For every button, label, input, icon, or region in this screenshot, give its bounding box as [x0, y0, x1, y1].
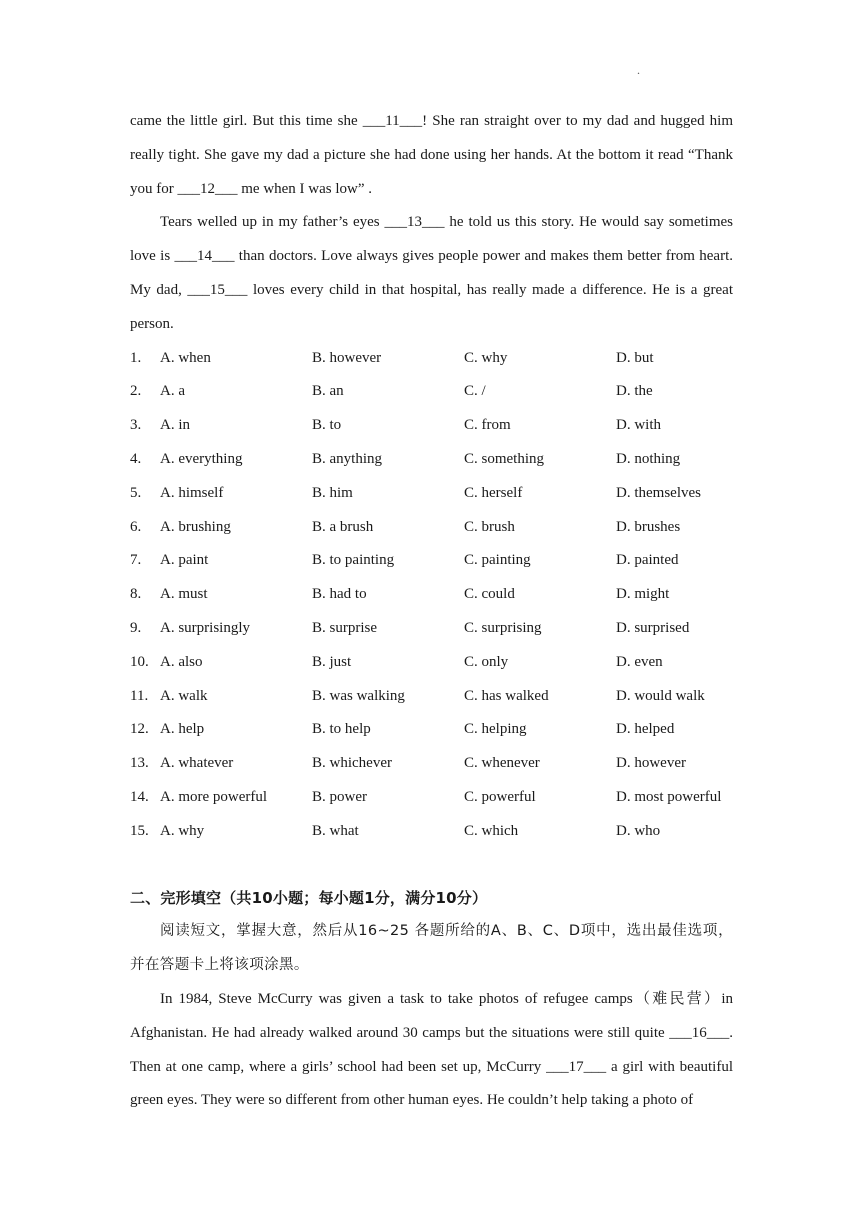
option-d: D. but: [616, 349, 654, 366]
question-number: 13.: [130, 755, 149, 772]
question-number: 12.: [130, 721, 149, 738]
option-row: [130, 544, 733, 578]
option-b: B. to painting: [312, 552, 395, 569]
option-d: D. however: [616, 755, 686, 772]
option-c: C. powerful: [464, 788, 536, 805]
option-a: A. everything: [160, 450, 243, 467]
passage-paragraph: Tears welled up in my father’s eyes ___13___ he told us this story. He would say sometimes love is ___14___ than doctors. Love always gives people power and makes them better from heart. My dad, ___15___ loves every child in that hospital, has really made a difference. He is a great person.: [130, 214, 733, 332]
question-number: 7.: [130, 552, 142, 569]
option-b: B. had to: [312, 586, 367, 603]
option-b: B. a brush: [312, 518, 374, 535]
option-a: A. himself: [160, 484, 224, 501]
option-c: C. why: [464, 349, 508, 366]
option-b: B. anything: [312, 450, 382, 467]
section-spacer: [130, 849, 733, 882]
option-b: B. power: [312, 788, 367, 805]
question-number: 10.: [130, 653, 149, 670]
option-c: C. has walked: [464, 687, 549, 704]
option-row: [130, 646, 733, 680]
option-c: C. surprising: [464, 619, 542, 636]
option-a: A. surprisingly: [160, 619, 250, 636]
option-d: D. the: [616, 383, 653, 400]
option-a: A. more powerful: [160, 788, 268, 805]
option-a: A. walk: [160, 687, 208, 704]
question-number: 5.: [130, 484, 142, 501]
option-a: A. a: [160, 383, 185, 400]
option-c: C. herself: [464, 484, 523, 501]
option-row: [130, 612, 733, 646]
option-c: C. could: [464, 586, 515, 603]
option-a: A. paint: [160, 552, 209, 569]
option-d: D. even: [616, 653, 663, 670]
option-d: D. would walk: [616, 687, 705, 704]
question-number: 14.: [130, 788, 149, 805]
option-c: C. only: [464, 653, 509, 670]
question-number: 2.: [130, 383, 142, 400]
option-row: [130, 409, 733, 443]
option-row: [130, 747, 733, 781]
option-c: C. helping: [464, 721, 527, 738]
option-c: C. painting: [464, 552, 531, 569]
option-row: [130, 443, 733, 477]
option-a: A. brushing: [160, 518, 231, 535]
question-number: 3.: [130, 417, 142, 434]
option-d: D. might: [616, 586, 670, 603]
document-content: [130, 105, 733, 1118]
option-row: [130, 815, 733, 849]
option-b: B. however: [312, 349, 382, 366]
section-instruction: 阅读短文，掌握大意，然后从16~25 各题所给的A、B、C、D项中，选出最佳选项，并在答题卡上将该项涂黑。: [130, 923, 733, 974]
section-title: 二、完形填空（共10小题；每小题1分，满分10分）: [130, 888, 488, 907]
option-row: [130, 511, 733, 545]
option-d: D. surprised: [616, 619, 690, 636]
option-c: C. from: [464, 417, 511, 434]
option-d: D. who: [616, 822, 661, 839]
question-number: 11.: [130, 687, 149, 704]
option-b: B. to help: [312, 721, 371, 738]
option-row: [130, 375, 733, 409]
option-a: A. why: [160, 822, 205, 839]
option-row: [130, 477, 733, 511]
question-number: 6.: [130, 518, 142, 535]
passage-paragraph: In 1984, Steve McCurry was given a task to take photos of refugee camps（难民营）in Afghanistan. He had already walked around 30 camps but the situations were still quite ___16___. Then at one camp, where a girls’ school had been set up, McCurry ___17___ a girl with beautiful green eyes. They were so different from other human eyes. He couldn’t help taking a photo of: [130, 990, 733, 1109]
option-c: C. which: [464, 822, 519, 839]
question-number: 8.: [130, 586, 142, 603]
passage-paragraph-continued: came the little girl. But this time she ___11___! She ran straight over to my dad and hugged him really tight. She gave my dad a picture she had done using her hands. At the bottom it read “Thank you for ___12___ me when I was low” .: [130, 113, 733, 197]
question-number: 1.: [130, 349, 142, 366]
option-d: D. themselves: [616, 484, 701, 501]
option-row: [130, 713, 733, 747]
option-a: A. help: [160, 721, 205, 738]
option-row: [130, 781, 733, 815]
option-d: D. helped: [616, 721, 675, 738]
options-list: [130, 342, 733, 849]
option-d: D. painted: [616, 552, 679, 569]
option-a: A. when: [160, 349, 211, 366]
option-b: B. just: [312, 653, 352, 670]
option-b: B. what: [312, 822, 359, 839]
option-row: [130, 680, 733, 714]
option-b: B. surprise: [312, 619, 377, 636]
option-c: C. something: [464, 450, 545, 467]
option-d: D. brushes: [616, 518, 681, 535]
question-number: 4.: [130, 450, 142, 467]
option-a: A. also: [160, 653, 203, 670]
header-mark: .: [637, 63, 640, 77]
option-c: C. /: [464, 383, 486, 400]
option-a: A. must: [160, 586, 208, 603]
option-row: [130, 578, 733, 612]
option-d: D. nothing: [616, 450, 681, 467]
option-c: C. brush: [464, 518, 515, 535]
option-a: A. whatever: [160, 755, 234, 772]
option-b: B. him: [312, 484, 353, 501]
question-number: 9.: [130, 619, 142, 636]
option-a: A. in: [160, 417, 190, 434]
option-row: [130, 342, 733, 376]
option-b: B. whichever: [312, 755, 392, 772]
question-number: 15.: [130, 822, 149, 839]
option-d: D. with: [616, 417, 661, 434]
option-b: B. was walking: [312, 687, 405, 704]
option-c: C. whenever: [464, 755, 540, 772]
option-b: B. an: [312, 383, 344, 400]
option-d: D. most powerful: [616, 788, 722, 805]
option-b: B. to: [312, 417, 342, 434]
